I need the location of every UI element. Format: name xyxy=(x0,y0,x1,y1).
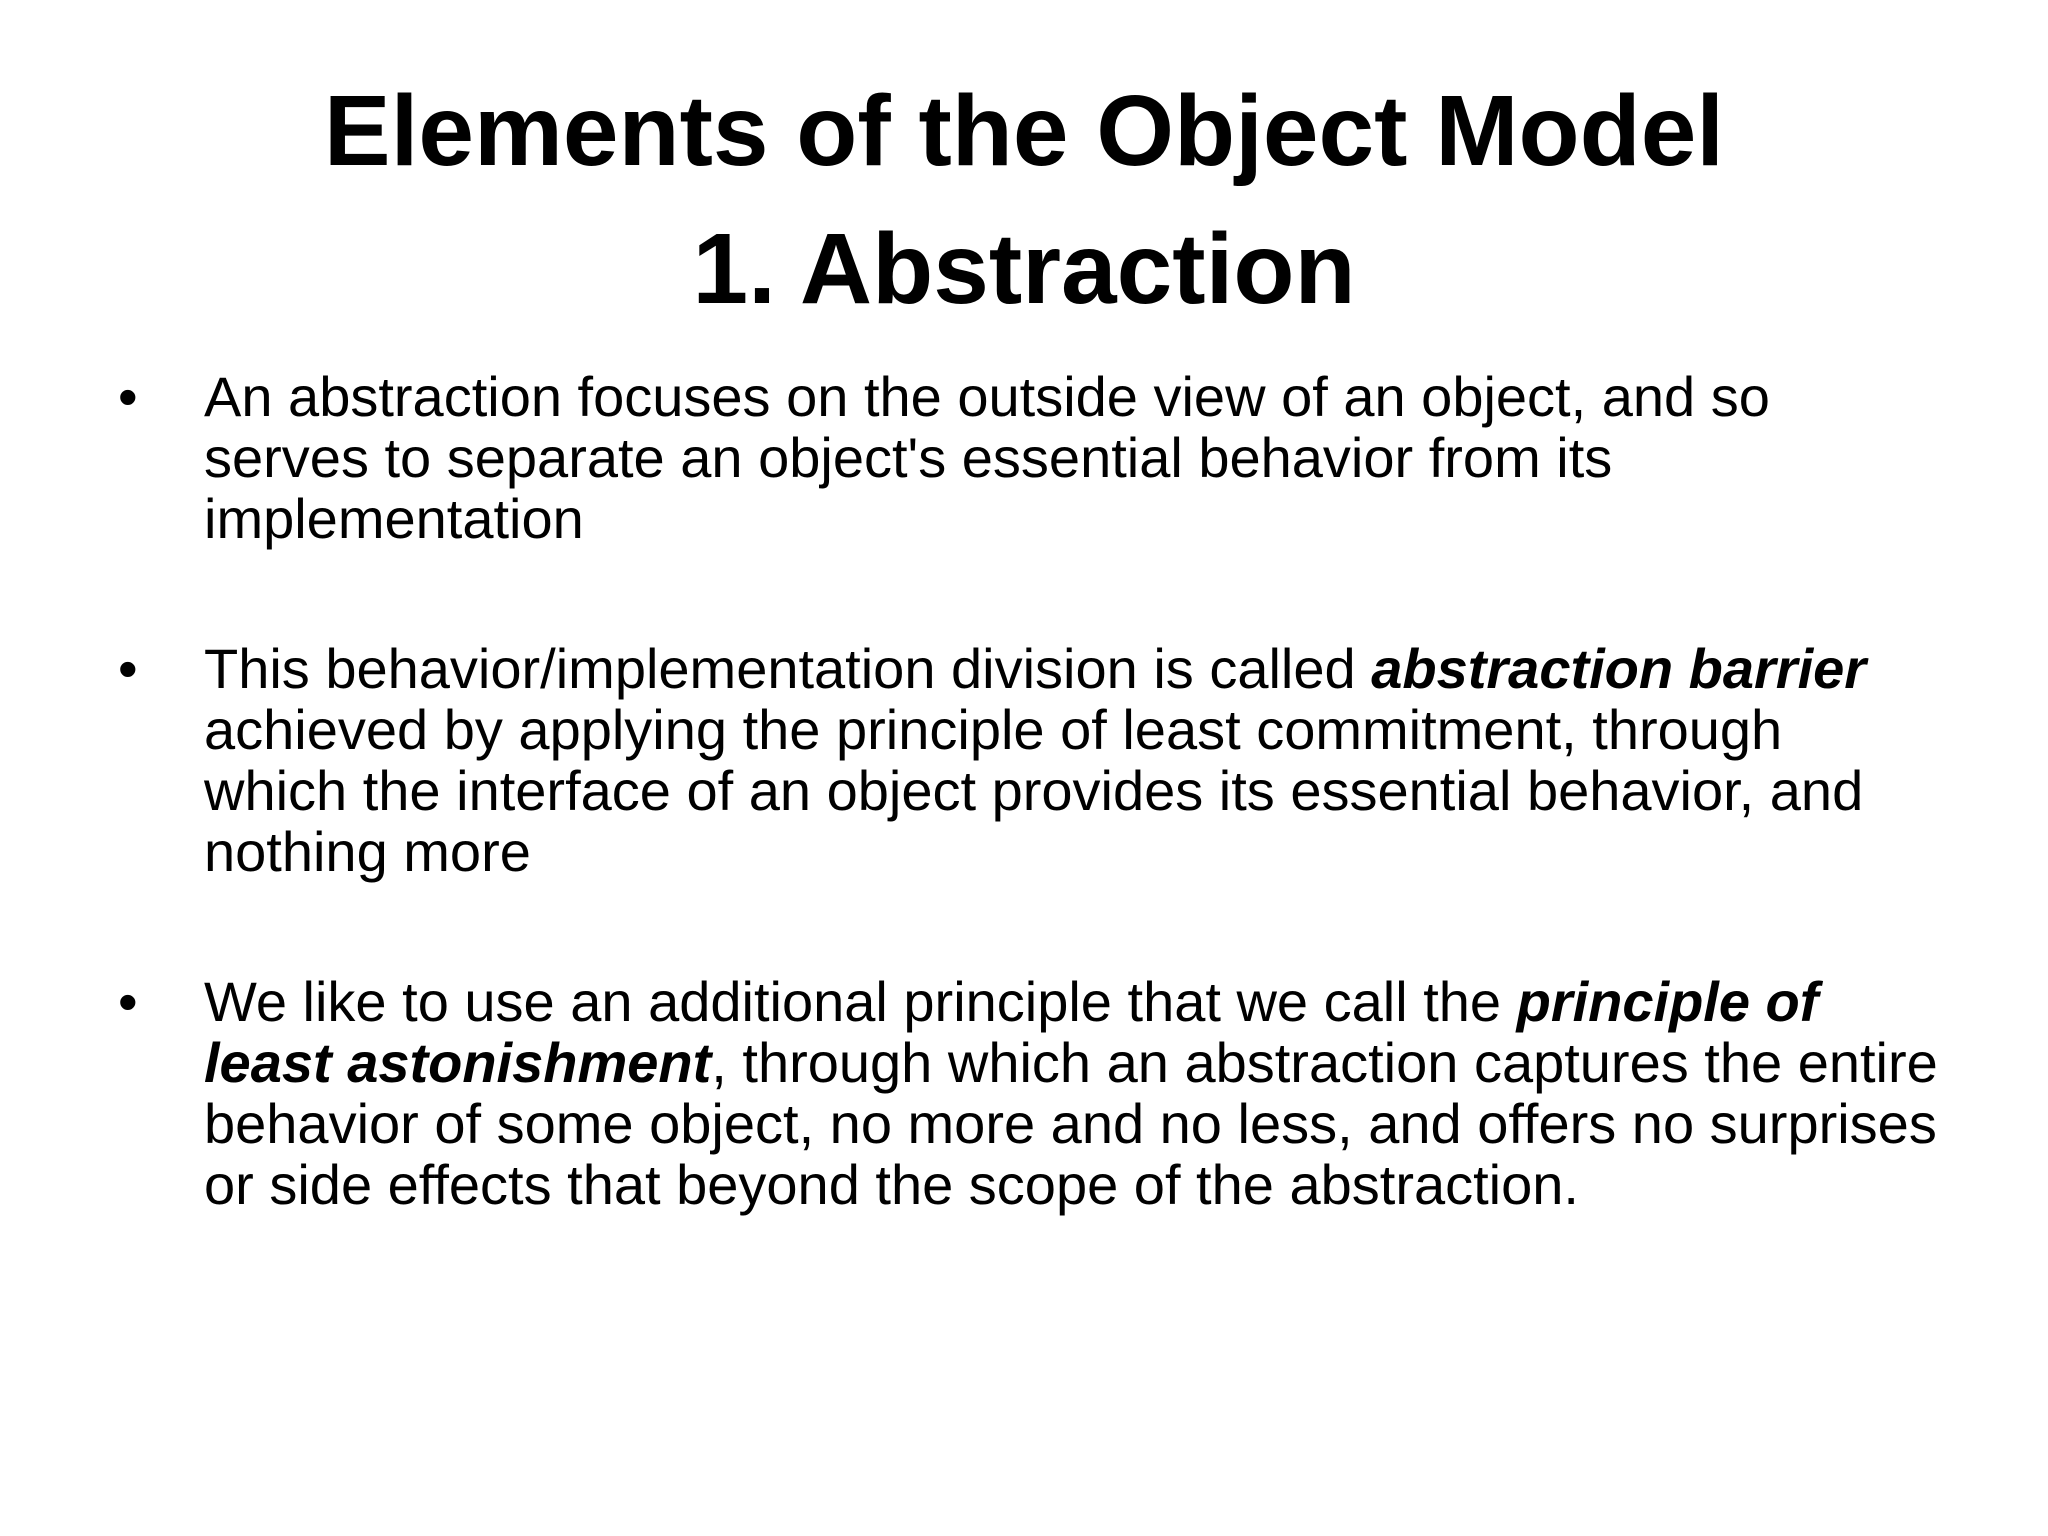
bullet-dot-icon: • xyxy=(118,970,138,1033)
slide-title xyxy=(0,62,2048,338)
title-line-1: Elements of the Object Model xyxy=(323,75,1725,187)
bullet-dot-icon: • xyxy=(118,365,138,428)
bullet-item-1 xyxy=(118,366,1938,549)
bullet-text-after: , through which an abstraction captures the entire behavior of some object, no more and no less, and offers no surprises or side effects that beyond the scope of the abstraction. xyxy=(204,1031,1938,1216)
bullet-item-2 xyxy=(118,638,1938,882)
title-line-2: 1. Abstraction xyxy=(692,213,1356,325)
bullet-list xyxy=(118,366,1938,1215)
bullet-item-3 xyxy=(118,971,1938,1215)
bullet-emphasis: abstraction barrier xyxy=(1371,637,1867,700)
bullet-text-after: achieved by applying the principle of least commitment, through which the interface of an object provides its essential behavior, and nothing more xyxy=(204,698,1864,883)
bullet-dot-icon: • xyxy=(118,637,138,700)
bullet-text-before: We like to use an additional principle that we call the xyxy=(204,970,1517,1033)
bullet-text: An abstraction focuses on the outside view of an object, and so serves to separate an object's essential behavior from its implementation xyxy=(204,365,1770,550)
bullet-emphasis: principle of least astonishment xyxy=(204,970,1819,1094)
bullet-text-before: This behavior/implementation division is called xyxy=(204,637,1372,700)
